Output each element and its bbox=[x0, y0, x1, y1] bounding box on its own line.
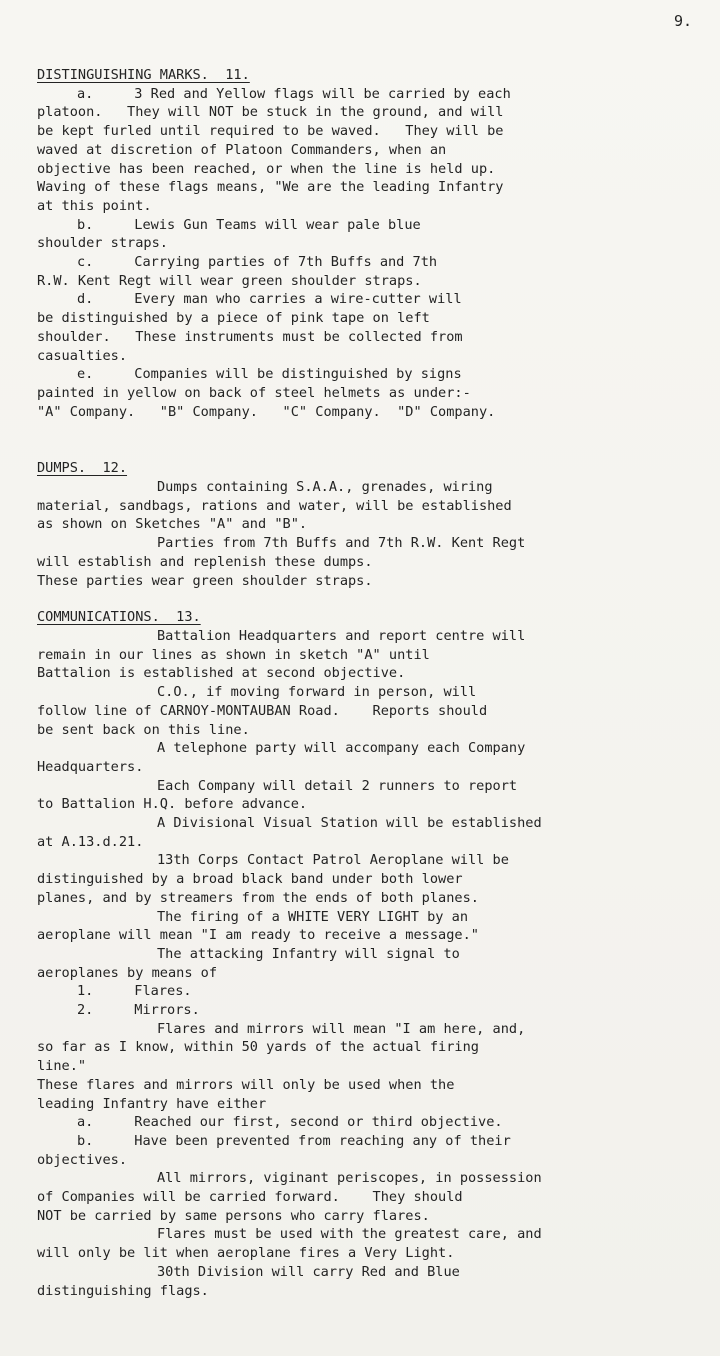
document-body bbox=[37, 66, 709, 1300]
section-heading bbox=[37, 459, 709, 478]
text-line: Waving of these flags means, "We are the leading Infantry bbox=[37, 179, 504, 196]
text-line: NOT be carried by same persons who carry flares. bbox=[37, 1207, 430, 1224]
text-line: "A" Company. "B" Company. "C" Company. "D" Company. bbox=[37, 403, 496, 420]
text-line: waved at discretion of Platoon Commanders, when an bbox=[37, 141, 447, 158]
text-line: remain in our lines as shown in sketch "A" until bbox=[37, 646, 430, 663]
text-line: follow line of CARNOY-MONTAUBAN Road. Reports should bbox=[37, 702, 488, 719]
section-heading-text: DUMPS. 12. bbox=[37, 460, 128, 477]
text-line: a. 3 Red and Yellow flags will be carried by each bbox=[77, 85, 511, 102]
text-line: Headquarters. bbox=[37, 758, 144, 775]
text-line: Flares must be used with the greatest care, and bbox=[157, 1226, 542, 1243]
text-line: 13th Corps Contact Patrol Aeroplane will be bbox=[157, 852, 509, 869]
text-line: A telephone party will accompany each Company bbox=[157, 740, 526, 757]
text-line: 30th Division will carry Red and Blue bbox=[157, 1263, 460, 1280]
text-line: R.W. Kent Regt will wear green shoulder straps. bbox=[37, 272, 422, 289]
text-line: will only be lit when aeroplane fires a Very Light. bbox=[37, 1245, 455, 1262]
text-line: at this point. bbox=[37, 197, 152, 214]
text-line: Each Company will detail 2 runners to report bbox=[157, 777, 518, 794]
text-line: Dumps containing S.A.A., grenades, wiring bbox=[157, 479, 493, 496]
text-line: These parties wear green shoulder straps. bbox=[37, 572, 373, 589]
text-line: C.O., if moving forward in person, will bbox=[157, 684, 477, 701]
text-line: Battalion is established at second objective. bbox=[37, 665, 406, 682]
text-line: be distinguished by a piece of pink tape on left bbox=[37, 310, 430, 327]
text-line: be sent back on this line. bbox=[37, 721, 250, 738]
text-line: The firing of a WHITE VERY LIGHT by an bbox=[157, 908, 468, 925]
section-text bbox=[37, 627, 709, 1300]
text-line: 2. Mirrors. bbox=[77, 1002, 200, 1019]
text-line: b. Have been prevented from reaching any of their bbox=[77, 1132, 511, 1149]
text-line: d. Every man who carries a wire-cutter will bbox=[77, 291, 462, 308]
text-line: Parties from 7th Buffs and 7th R.W. Kent Regt bbox=[157, 535, 526, 552]
text-line: e. Companies will be distinguished by signs bbox=[77, 366, 462, 383]
text-line: All mirrors, viginant periscopes, in possession bbox=[157, 1170, 542, 1187]
text-line: objective has been reached, or when the line is held up. bbox=[37, 160, 496, 177]
text-line: will establish and replenish these dumps. bbox=[37, 553, 373, 570]
text-line: c. Carrying parties of 7th Buffs and 7th bbox=[77, 254, 438, 271]
text-line: Battalion Headquarters and report centre will bbox=[157, 627, 526, 644]
text-line: aeroplane will mean "I am ready to receive a message." bbox=[37, 927, 479, 944]
text-line: Flares and mirrors will mean "I am here, and, bbox=[157, 1020, 526, 1037]
text-line: 1. Flares. bbox=[77, 983, 192, 1000]
text-line: at A.13.d.21. bbox=[37, 833, 144, 850]
section-distinguishing-marks bbox=[37, 66, 709, 421]
text-line: The attacking Infantry will signal to bbox=[157, 945, 460, 962]
text-line: distinguishing flags. bbox=[37, 1282, 209, 1299]
section-heading bbox=[37, 66, 709, 85]
text-line: A Divisional Visual Station will be established bbox=[157, 815, 542, 832]
text-line: be kept furled until required to be waved. They will be bbox=[37, 123, 504, 140]
text-line: These flares and mirrors will only be used when the bbox=[37, 1076, 455, 1093]
spacer bbox=[37, 590, 709, 608]
text-line: of Companies will be carried forward. They should bbox=[37, 1189, 463, 1206]
text-line: aeroplanes by means of bbox=[37, 964, 218, 981]
text-line: casualties. bbox=[37, 347, 128, 364]
section-dumps bbox=[37, 459, 709, 590]
section-heading-text: DISTINGUISHING MARKS. 11. bbox=[37, 67, 250, 83]
text-line: objectives. bbox=[37, 1151, 128, 1168]
text-line: leading Infantry have either bbox=[37, 1095, 267, 1112]
section-heading-text: COMMUNICATIONS. 13. bbox=[37, 609, 201, 626]
text-line: to Battalion H.Q. before advance. bbox=[37, 796, 308, 813]
text-line: a. Reached our first, second or third objective. bbox=[77, 1114, 503, 1131]
section-text bbox=[37, 478, 709, 590]
section-text bbox=[37, 85, 709, 422]
text-line: so far as I know, within 50 yards of the actual firing bbox=[37, 1039, 479, 1056]
text-line: planes, and by streamers from the ends of both planes. bbox=[37, 889, 479, 906]
spacer bbox=[37, 421, 709, 441]
page-number: 9. bbox=[673, 12, 692, 30]
text-line: material, sandbags, rations and water, will be established bbox=[37, 497, 512, 514]
spacer bbox=[37, 441, 709, 459]
text-line: shoulder straps. bbox=[37, 235, 168, 252]
section-communications bbox=[37, 608, 709, 1300]
section-heading bbox=[37, 608, 709, 627]
text-line: shoulder. These instruments must be collected from bbox=[37, 328, 463, 345]
text-line: painted in yellow on back of steel helmets as under:- bbox=[37, 384, 471, 401]
text-line: line." bbox=[37, 1058, 87, 1075]
text-line: platoon. They will NOT be stuck in the ground, and will bbox=[37, 104, 504, 121]
text-line: distinguished by a broad black band under both lower bbox=[37, 871, 463, 888]
text-line: as shown on Sketches "A" and "B". bbox=[37, 516, 308, 533]
text-line: b. Lewis Gun Teams will wear pale blue bbox=[77, 216, 421, 233]
